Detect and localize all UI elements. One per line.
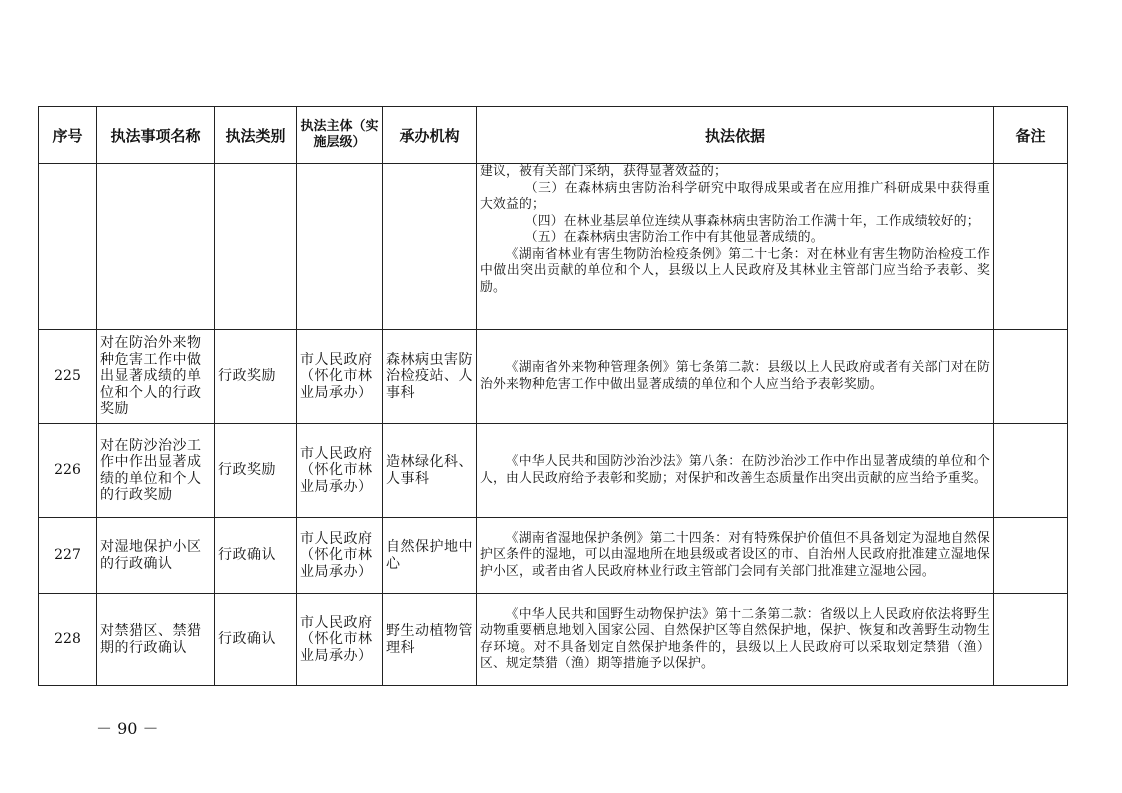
basis-paragraph: 《中华人民共和国防沙治沙法》第八条：在防沙治沙工作中作出显著成绩的单位和个人，由人民政府给予表彰和奖励；对保护和改善生态质量作出突出贡献的应当给予重奖。 — [480, 454, 990, 486]
header-remark: 备注 — [994, 107, 1068, 164]
cell-remark — [994, 330, 1068, 424]
cell-name: 对在防治外来物种危害工作中做出显著成绩的单位和个人的行政奖励 — [97, 330, 215, 424]
cell-subject: 市人民政府（怀化市林业局承办） — [297, 424, 383, 518]
cell-org — [383, 164, 477, 330]
cell-subject — [297, 164, 383, 330]
cell-remark — [994, 518, 1068, 594]
cell-org: 造林绿化科、人事科 — [383, 424, 477, 518]
basis-paragraph: （五）在森林病虫害防治工作中有其他显著成绩的。 — [524, 230, 824, 245]
cell-category: 行政确认 — [215, 518, 297, 594]
basis-paragraph: 《中华人民共和国野生动物保护法》第十二条第二款：省级以上人民政府依法将野生动物重要栖息地划入国家公园、自然保护区等自然保护地，保护、恢复和改善野生动物生存环境。对不具备划定自然保护地条件的，县级以上人民政府可以采取划定禁猎（渔）区、规定禁猎（渔）期等措施予以保护。 — [480, 606, 990, 671]
basis-paragraph: 《湖南省外来物种管理条例》第七条第二款：县级以上人民政府或者有关部门对在防治外来物种危害工作中做出显著成绩的单位和个人应当给予表彰奖励。 — [480, 360, 990, 392]
basis-paragraph: （三）在森林病虫害防治科学研究中取得成果或者在应用推广科研成果中获得重大效益的； — [480, 180, 990, 212]
cell-remark — [994, 594, 1068, 686]
cell-seq: 226 — [39, 424, 97, 518]
cell-basis — [477, 330, 994, 424]
enforcement-items-table — [38, 106, 1068, 686]
cell-seq: 228 — [39, 594, 97, 686]
cell-seq — [39, 164, 97, 330]
cell-seq: 227 — [39, 518, 97, 594]
cell-subject: 市人民政府（怀化市林业局承办） — [297, 594, 383, 686]
cell-remark — [994, 164, 1068, 330]
cell-name: 对禁猎区、禁猎期的行政确认 — [97, 594, 215, 686]
cell-basis — [477, 594, 994, 686]
table-row — [39, 424, 1068, 518]
table-row — [39, 330, 1068, 424]
header-row — [39, 107, 1068, 164]
page-number: － 90 － — [96, 719, 159, 738]
header-basis: 执法依据 — [477, 107, 994, 164]
basis-paragraph: 建议，被有关部门采纳，获得显著效益的； — [480, 164, 727, 179]
header-seq: 序号 — [39, 107, 97, 164]
table-row — [39, 164, 1068, 330]
cell-subject: 市人民政府（怀化市林业局承办） — [297, 330, 383, 424]
basis-paragraph: 《湖南省林业有害生物防治检疫条例》第二十七条：对在林业有害生物防治检疫工作中做出突出贡献的单位和个人，县级以上人民政府及其林业主管部门应当给予表彰、奖励。 — [480, 246, 990, 295]
cell-name — [97, 164, 215, 330]
cell-seq: 225 — [39, 330, 97, 424]
cell-category — [215, 164, 297, 330]
header-category: 执法类别 — [215, 107, 297, 164]
cell-remark — [994, 424, 1068, 518]
cell-category: 行政奖励 — [215, 424, 297, 518]
cell-basis — [477, 424, 994, 518]
header-name: 执法事项名称 — [97, 107, 215, 164]
cell-basis — [477, 518, 994, 594]
cell-subject: 市人民政府（怀化市林业局承办） — [297, 518, 383, 594]
basis-paragraph: 《湖南省湿地保护条例》第二十四条：对有特殊保护价值但不具备划定为湿地自然保护区条件的湿地，可以由湿地所在地县级或者设区的市、自治州人民政府批准建立湿地保护小区，或者由省人民政府林业行政主管部门会同有关部门批准建立湿地公园。 — [480, 530, 990, 579]
table-row — [39, 594, 1068, 686]
cell-category: 行政确认 — [215, 594, 297, 686]
basis-paragraph: （四）在林业基层单位连续从事森林病虫害防治工作满十年，工作成绩较好的； — [524, 213, 980, 229]
header-subject: 执法主体（实施层级） — [297, 107, 383, 164]
cell-org: 野生动植物管理科 — [383, 594, 477, 686]
cell-name: 对湿地保护小区的行政确认 — [97, 518, 215, 594]
header-org: 承办机构 — [383, 107, 477, 164]
cell-org: 自然保护地中心 — [383, 518, 477, 594]
table-row — [39, 518, 1068, 594]
cell-name: 对在防沙治沙工作中作出显著成绩的单位和个人的行政奖励 — [97, 424, 215, 518]
cell-org: 森林病虫害防治检疫站、人事科 — [383, 330, 477, 424]
cell-basis — [477, 164, 994, 330]
cell-category: 行政奖励 — [215, 330, 297, 424]
